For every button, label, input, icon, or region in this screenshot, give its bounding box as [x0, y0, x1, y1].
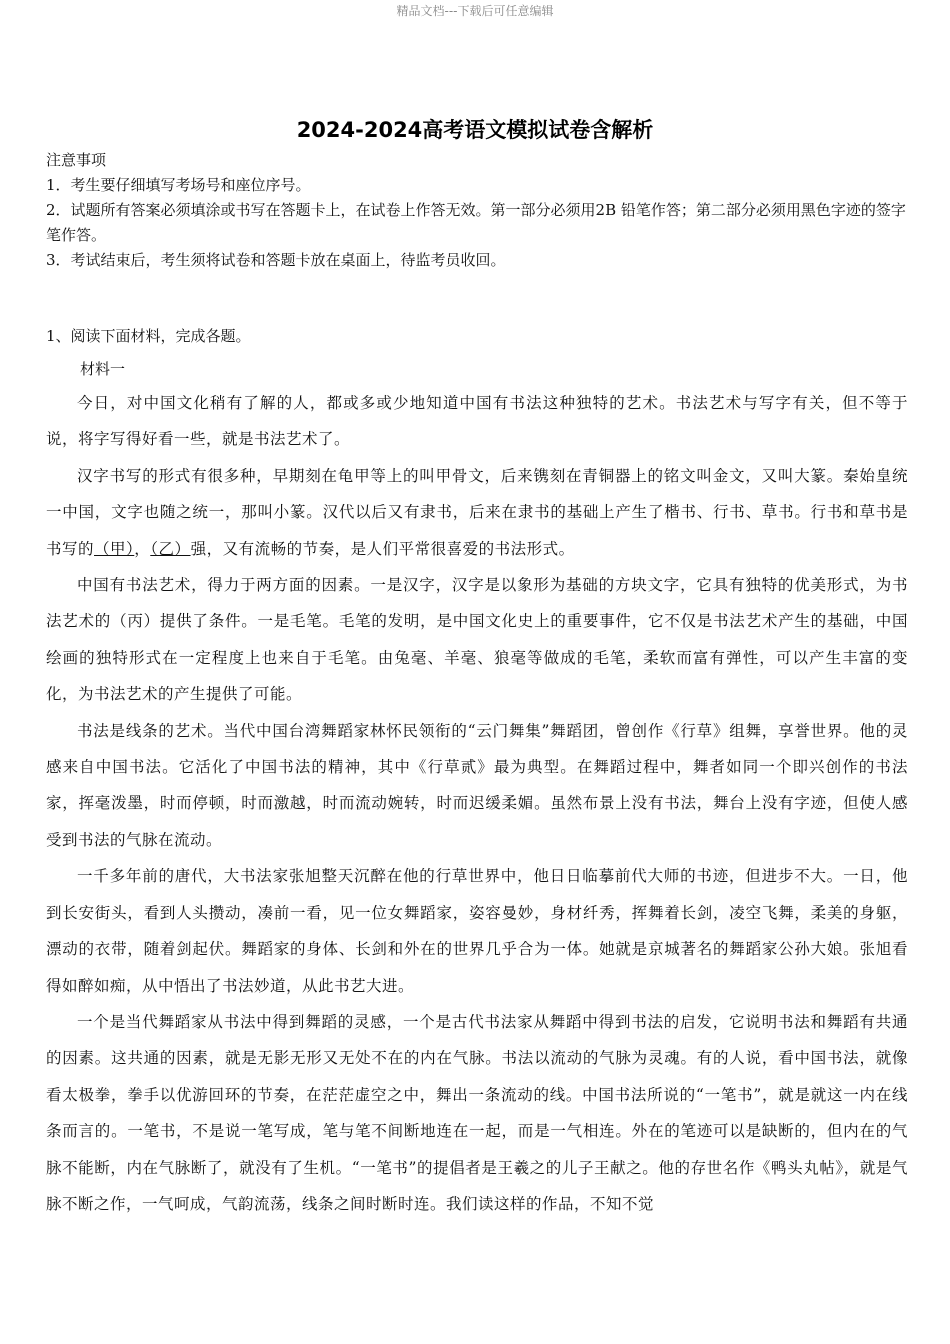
question-prompt: 1、阅读下面材料，完成各题。	[46, 327, 251, 345]
notes-heading: 注意事项	[46, 151, 107, 169]
paragraph-2-separator: ，	[134, 539, 151, 558]
notes-item-3: 3．考试结束后，考生须将试卷和答题卡放在桌面上，待监考员收回。	[46, 251, 506, 269]
material-label: 材料一	[80, 360, 126, 378]
exam-notes	[46, 148, 908, 273]
reading-passage	[46, 385, 908, 1222]
page-title: 2024-2024高考语文模拟试卷含解析	[296, 118, 654, 142]
header-watermark: 精品文档---下载后可任意编辑	[396, 4, 554, 18]
passage-paragraph-5: 一千多年前的唐代，大书法家张旭整天沉醉在他的行草世界中，他日日临摹前代大师的书迹，但进步不大。一日，他到长安街头，看到人头攒动，凑前一看，见一位女舞蹈家，姿容曼妙，身材纤秀，挥舞着长剑，凌空飞舞，柔美的身躯，漂动的衣带，随着剑起伏。舞蹈家的身体、长剑和外在的世界几乎合为一体。她就是京城著名的舞蹈家公孙大娘。张旭看得如醉如痴，从中悟出了书法妙道，从此书艺大进。	[46, 867, 908, 995]
passage-paragraph-3: 中国有书法艺术，得力于两方面的因素。一是汉字，汉字是以象形为基础的方块文字，它具有独特的优美形式，为书法艺术的（丙）提供了条件。一是毛笔。毛笔的发明，是中国文化史上的重要事件，它不仅是书法艺术产生的基础，中国绘画的独特形式在一定程度上也来自于毛笔。由兔毫、羊毫、狼毫等做成的毛笔，柔软而富有弹性，可以产生丰富的变化，为书法艺术的产生提供了可能。	[46, 576, 908, 704]
passage-paragraph-6: 一个是当代舞蹈家从书法中得到舞蹈的灵感，一个是古代书法家从舞蹈中得到书法的启发，它说明书法和舞蹈有共通的因素。这共通的因素，就是无影无形又无处不在的内在气脉。书法以流动的气脉为灵魂。有的人说，看中国书法，就像看太极拳，拳手以优游回环的节奏，在茫茫虚空之中，舞出一条流动的线。中国书法所说的“一笔书”，就是就这一内在线条而言的。一笔书，不是说一笔写成，笔与笔不间断地连在一起，而是一气相连。外在的笔迹可以是缺断的，但内在的气脉不能断，内在气脉断了，就没有了生机。“一笔书”的提倡者是王羲之的儿子王献之。他的存世名作《鸭头丸帖》，就是气脉不断之作，一气呵成，气韵流荡，线条之间时断时连。我们读这样的作品，不知不觉	[46, 1012, 908, 1213]
passage-paragraph-2	[46, 458, 908, 567]
blank-yi: （乙）	[150, 539, 191, 558]
passage-paragraph-4: 书法是线条的艺术。当代中国台湾舞蹈家林怀民领衔的“云门舞集”舞蹈团，曾创作《行草》组舞，享誉世界。他的灵感来自中国书法。它活化了中国书法的精神，其中《行草贰》最为典型。在舞蹈过程中，舞者如同一个即兴创作的书法家，挥毫泼墨，时而停顿，时而激越，时而流动婉转，时而迟缓柔媚。虽然布景上没有书法，舞台上没有字迹，但使人感受到书法的气脉在流动。	[46, 721, 908, 849]
notes-item-2: 2．试题所有答案必须填涂或书写在答题卡上，在试卷上作答无效。第一部分必须用2B 铅笔作答；第二部分必须用黑色字迹的签字笔作答。	[46, 201, 906, 244]
paragraph-2-text-b: 强，又有流畅的节奏，是人们平常很喜爱的书法形式。	[190, 539, 575, 558]
notes-item-1: 1．考生要仔细填写考场号和座位序号。	[46, 176, 311, 194]
blank-jia: （甲）	[94, 539, 135, 558]
paragraph-2-text-a: 汉字书写的形式有很多种，早期刻在龟甲等上的叫甲骨文，后来镌刻在青铜器上的铭文叫金文，又叫大篆。秦始皇统一中国，文字也随之统一，那叫小篆。汉代以后又有隶书，后来在隶书的基础上产生了楷书、行书、草书。行书和草书是书写的	[46, 466, 908, 558]
passage-paragraph-1: 今日，对中国文化稍有了解的人，都或多或少地知道中国有书法这种独特的艺术。书法艺术与写字有关，但不等于说，将字写得好看一些，就是书法艺术了。	[46, 394, 908, 449]
